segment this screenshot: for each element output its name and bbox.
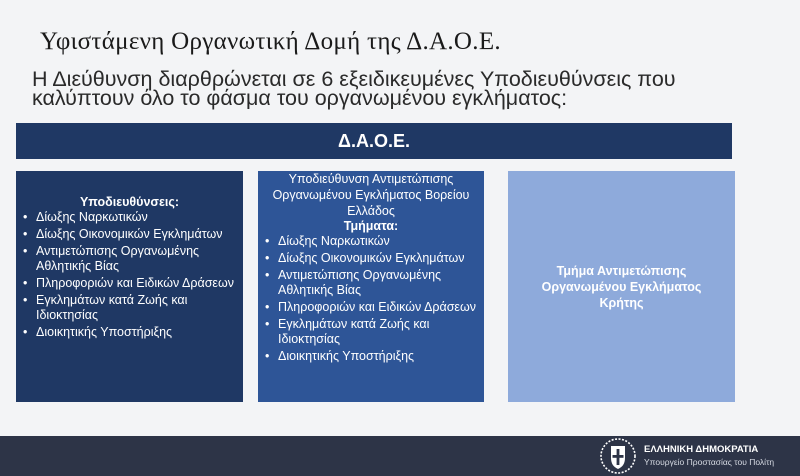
northern-greece-box: [258, 171, 484, 402]
footer-ministry-label: Υπουργείο Προστασίας του Πολίτη: [644, 457, 775, 467]
list-item: • Αντιμετώπισης Οργανωμένης Αθλητικής Βίας: [22, 244, 237, 274]
list-item: • Πληροφοριών και Ειδικών Δράσεων: [22, 276, 237, 291]
slide-subtitle: Η Διεύθυνση διαρθρώνεται σε 6 εξειδικευμένες Υποδιευθύνσεις που καλύπτουν όλο το φάσμα του οργανωμένου εγκλήματος:: [32, 67, 676, 110]
footer-republic-label: ΕΛΛΗΝΙΚΗ ΔΗΜΟΚΡΑΤΙΑ: [644, 444, 759, 455]
list-item: • Διοικητικής Υποστήριξης: [22, 325, 237, 340]
footer-bar: [0, 436, 800, 476]
list-item: • Εγκλημάτων κατά Ζωής και Ιδιοκτησίας: [22, 293, 237, 323]
crete-box: [508, 171, 735, 402]
subdirectorates-list: [22, 210, 237, 340]
greek-coat-of-arms-icon: [599, 436, 637, 476]
list-item: • Διοικητικής Υποστήριξης: [264, 349, 478, 364]
northern-greece-title: Υποδιεύθυνση Αντιμετώπισης Οργανωμένου Εγκλήματος Βορείου Ελλάδος: [272, 172, 470, 218]
subdirectorates-heading: Υποδιευθύνσεις:: [79, 195, 180, 209]
slide-title: Υφιστάμενη Οργανωτική Δομή της Δ.Α.Ο.Ε.: [40, 28, 501, 55]
list-item: • Αντιμετώπισης Οργανωμένης Αθλητικής Βίας: [264, 268, 478, 298]
daoe-header-bar: [16, 123, 732, 159]
daoe-header-label: Δ.Α.Ο.Ε.: [338, 130, 410, 151]
departments-list: [264, 234, 478, 364]
list-item: • Δίωξης Οικονομικών Εγκλημάτων: [22, 227, 237, 242]
list-item: • Εγκλημάτων κατά Ζωής και Ιδιοκτησίας: [264, 317, 478, 347]
departments-heading: Τμήματα:: [343, 219, 399, 233]
list-item: • Δίωξης Ναρκωτικών: [22, 210, 237, 225]
list-item: • Δίωξης Ναρκωτικών: [264, 234, 478, 249]
subdirectorates-box: [16, 171, 243, 402]
list-item: • Δίωξης Οικονομικών Εγκλημάτων: [264, 251, 478, 266]
list-item: • Πληροφοριών και Ειδικών Δράσεων: [264, 300, 478, 315]
crete-department-label: Τμήμα Αντιμετώπισης Οργανωμένου Εγκλήματος Κρήτης: [541, 263, 702, 310]
